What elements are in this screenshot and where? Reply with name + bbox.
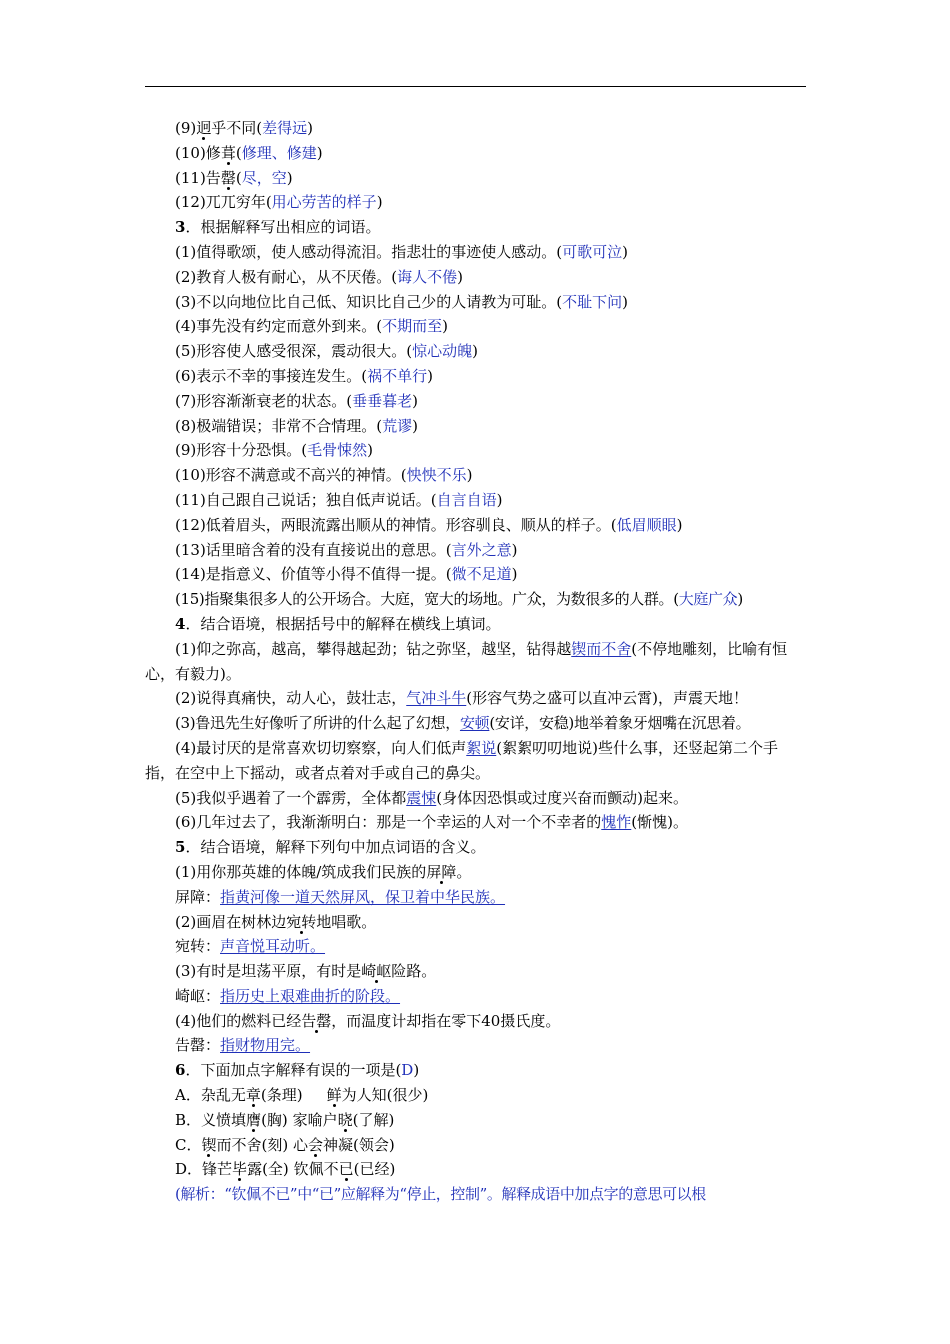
s3-item: (15)指聚集很多人的公开场合。大庭，宽大的场地。广众，为数很多的人群。(大庭广众)	[175, 590, 743, 609]
s5-answer: 崎岖：指历史上艰难曲折的阶段。	[175, 986, 401, 1005]
dotted-char: 晓	[337, 1110, 353, 1129]
dotted-word: 崎岖	[361, 962, 392, 981]
dotted-word: 告罄	[301, 1011, 332, 1030]
s5-answer: 屏障：指黄河像一道天然屏风，保卫着中华民族。	[175, 887, 506, 906]
answer: 不耻下问	[562, 292, 623, 311]
fill-answer: 气冲斗牛	[406, 689, 467, 708]
s6-option-a: A．杂乱无章(条理) 鲜为人知(很少)	[175, 1086, 429, 1105]
s2-item-9: (9)迥乎不同(差得远)	[175, 119, 313, 137]
answer: 可歌可泣	[562, 242, 623, 261]
s5-answer: 宛转：声音悦耳动听。	[175, 937, 326, 956]
s4-item: (6)几年过去了，我渐渐明白：那是一个幸运的人对一个不幸者的愧怍(惭愧)。	[175, 813, 688, 832]
dotted-char: 膺	[246, 1110, 262, 1129]
s3-item: (14)是指意义、价值等小得不值得一提。(微不足道)	[175, 565, 518, 584]
answer: 用心劳苦的样子	[271, 193, 377, 212]
s5-prompt: (4)他们的燃料已经告罄，而温度计却指在零下40摄氏度。	[175, 1011, 561, 1030]
s3-heading: 3．根据解释写出相应的词语。	[175, 218, 381, 237]
s3-item: (9)形容十分恐惧。(毛骨悚然)	[175, 441, 373, 460]
s4-item: (4)最讨厌的是常喜欢切切察察，向人们低声絮说(絮絮叨叨地说)些什么事，还竖起第二个手指，在空中上下摇动，或者点着对手或自己的鼻尖。	[145, 738, 778, 782]
s3-item: (11)自己跟自己说话；独自低声说话。(自言自语)	[175, 490, 503, 509]
header-rule	[145, 86, 806, 87]
fill-answer: 指黄河像一道天然屏风，保卫着中华民族。	[220, 887, 506, 906]
s3-item: (1)值得歌颂，使人感动得流泪。指悲壮的事迹使人感动。(可歌可泣)	[175, 242, 628, 261]
answer: 尽，空	[241, 168, 287, 187]
s3-item: (8)极端错误；非常不合情理。(荒谬)	[175, 416, 418, 435]
fill-answer: 锲而不舍	[571, 639, 632, 658]
s4-item: (2)说得真痛快，动人心，鼓壮志，气冲斗牛(形容气势之盛可以直冲云霄)，声震天地！	[175, 689, 748, 708]
answer: 差得远	[262, 119, 308, 137]
s3-item: (6)表示不幸的事接连发生。(祸不单行)	[175, 366, 433, 385]
dotted-char: 章	[245, 1086, 261, 1105]
answer: 低眉顺眼	[616, 515, 677, 534]
s3-item: (2)教育人极有耐心，从不厌倦。(诲人不倦)	[175, 267, 463, 286]
answer: 自言自语	[436, 490, 497, 509]
answer: 大庭广众	[678, 590, 738, 609]
answer: 修理、修建	[241, 143, 317, 162]
s4-item: (1)仰之弥高，越高，攀得越起劲；钻之弥坚，越坚，钻得越锲而不舍(不停地雕刻，比喻有恒心，有毅力)。	[145, 639, 788, 683]
s4-item: (5)我似乎遇着了一个霹雳，全体都震悚(身体因恐惧或过度兴奋而颤动)起来。	[175, 788, 688, 807]
answer: 惊心动魄	[412, 342, 473, 361]
dotted-char: 已	[338, 1160, 354, 1179]
answer: 荒谬	[382, 416, 413, 435]
fill-answer: 愧怍	[601, 813, 632, 832]
answer: 不期而至	[382, 317, 443, 336]
fill-answer: 声音悦耳动听。	[220, 937, 326, 956]
s4-item: (3)鲁迅先生好像听了所讲的什么起了幻想，安顿(安详，安稳)地举着象牙烟嘴在沉思着。	[175, 714, 751, 733]
dotted-char: 罄	[220, 168, 236, 187]
s3-item: (4)事先没有约定而意外到来。(不期而至)	[175, 317, 448, 336]
answer: 毛骨悚然	[307, 441, 368, 460]
s2-item-12: (12)兀兀穷年(用心劳苦的样子)	[175, 193, 383, 212]
answer: 言外之意	[451, 540, 512, 559]
dotted-char: 葺	[220, 143, 236, 162]
answer: 微不足道	[451, 565, 512, 584]
s5-answer: 告罄：指财物用完。	[175, 1036, 311, 1055]
s4-heading: 4．结合语境，根据括号中的解释在横线上填词。	[175, 614, 501, 633]
dotted-word: 屏障	[426, 862, 457, 881]
dotted-word: 宛转	[286, 912, 317, 931]
s3-item: (3)不以向地位比自己低、知识比自己少的人请教为可耻。(不耻下问)	[175, 292, 628, 311]
s2-item-10: (10)修葺(修理、修建)	[175, 143, 323, 162]
s3-item: (13)话里暗含着的没有直接说出的意思。(言外之意)	[175, 540, 518, 559]
fill-answer: 絮说	[466, 738, 497, 757]
s6-option-c: C．锲而不舍(刻) 心会神凝(领会)	[175, 1135, 395, 1154]
dotted-char: 锲	[201, 1135, 217, 1154]
s5-prompt: (3)有时是坦荡平原，有时是崎岖险路。	[175, 962, 437, 981]
dotted-char: 鲜	[326, 1086, 342, 1105]
fill-answer: 震悚	[406, 788, 437, 807]
s6-option-b: B．义愤填膺(胸) 家喻户晓(了解)	[175, 1110, 395, 1129]
s6-heading: 6．下面加点字解释有误的一项是(D)	[175, 1061, 420, 1080]
fill-answer: 指历史上艰难曲折的阶段。	[220, 986, 401, 1005]
s3-item: (12)低着眉头，两眼流露出顺从的神情。形容驯良、顺从的样子。(低眉顺眼)	[175, 515, 683, 534]
answer: 怏怏不乐	[406, 466, 467, 485]
answer: 垂垂暮老	[352, 391, 413, 410]
s5-heading: 5．结合语境，解释下列句中加点词语的含义。	[175, 838, 486, 857]
dotted-char: 会	[308, 1135, 324, 1154]
dotted-char: 毕	[232, 1160, 248, 1179]
document-body	[145, 116, 807, 1207]
answer: D	[401, 1061, 414, 1080]
s3-item: (5)形容使人感受很深，震动很大。(惊心动魄)	[175, 342, 478, 361]
s3-item: (10)形容不满意或不高兴的神情。(怏怏不乐)	[175, 466, 473, 485]
s3-item: (7)形容渐渐衰老的状态。(垂垂暮老)	[175, 391, 418, 410]
answer: 诲人不倦	[397, 267, 458, 286]
dotted-char: 迥	[196, 119, 212, 137]
s5-prompt: (2)画眉在树林边宛转地唱歌。	[175, 912, 377, 931]
s6-option-d: D．锋芒毕露(全) 钦佩不已(已经)	[175, 1160, 396, 1179]
s2-item-11: (11)告罄(尽，空)	[175, 168, 293, 187]
s5-prompt: (1)用你那英雄的体魄/筑成我们民族的屏障。	[175, 862, 472, 881]
fill-answer: 指财物用完。	[220, 1036, 311, 1055]
s6-analysis: (解析：“钦佩不已”中“已”应解释为“停止，控制”。解释成语中加点字的意思可以根	[175, 1185, 706, 1204]
fill-answer: 安顿	[459, 714, 490, 733]
answer: 祸不单行	[367, 366, 428, 385]
